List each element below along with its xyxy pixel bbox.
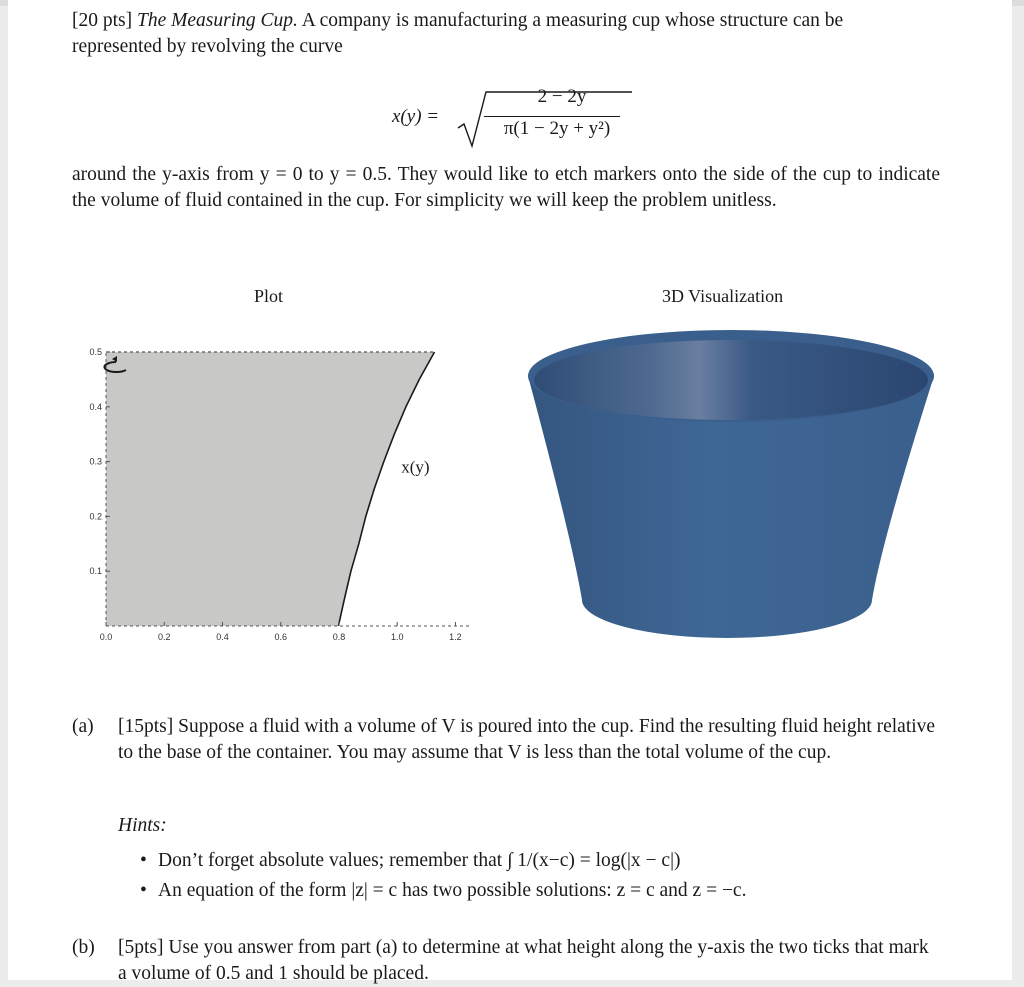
x-tick-label: 0.0 bbox=[99, 632, 113, 642]
hint-item bbox=[140, 876, 920, 906]
cup-opening bbox=[534, 340, 928, 420]
y-tick-label: 0.1 bbox=[89, 566, 102, 577]
x-tick-label: 1.2 bbox=[449, 632, 462, 642]
curve-equation bbox=[392, 86, 632, 150]
y-tick-label: 0.3 bbox=[89, 456, 102, 467]
x-tick-label: 0.2 bbox=[157, 632, 171, 642]
hints-list bbox=[140, 846, 920, 906]
part-a-label: (a) bbox=[72, 716, 94, 737]
hint-1-text: Don’t forget absolute values; remember that ∫ 1/(x−c) = log(|x − c|) bbox=[158, 850, 681, 871]
y-tick-label: 0.4 bbox=[89, 401, 102, 412]
hint-item bbox=[140, 846, 920, 876]
y-tick-label: 0.2 bbox=[89, 511, 102, 522]
equation-denominator: π(1 − 2y + y²) bbox=[503, 118, 611, 139]
fraction-bar bbox=[484, 116, 620, 117]
hints-heading: Hints: bbox=[118, 815, 167, 836]
problem-title: The Measuring Cup. bbox=[137, 10, 298, 31]
part-b-label: (b) bbox=[72, 937, 95, 958]
x-tick-label: 1.0 bbox=[390, 632, 404, 642]
problem-description: around the y-axis from y = 0 to y = 0.5. They would like to etch markers onto the side of the cup to indicate the volume of fluid contained in the cup. For simplicity we will keep the problem unitless. bbox=[72, 164, 940, 211]
problem-points: [20 pts] bbox=[72, 10, 133, 31]
problem-intro bbox=[72, 8, 932, 60]
bullet-icon: • bbox=[140, 850, 147, 871]
region-fill bbox=[106, 352, 435, 626]
bullet-icon: • bbox=[140, 880, 147, 901]
equation-numerator: 2 − 2y bbox=[537, 86, 587, 107]
equation-lhs: x(y) = bbox=[392, 106, 440, 127]
profile-chart bbox=[70, 330, 490, 650]
part-b-text: [5pts] Use you answer from part (a) to determine at what height along the y-axis the two ticks that mark a volume of 0.5 and 1 should be placed. bbox=[118, 937, 929, 984]
x-tick-label: 0.6 bbox=[274, 632, 287, 642]
x-tick-label: 0.4 bbox=[216, 632, 229, 642]
part-a-text: [15pts] Suppose a fluid with a volume of V is poured into the cup. Find the resulting fluid height relative to the base of the container. You may assume that V is less than the total volume of the cup. bbox=[118, 716, 936, 763]
hint-2-text: An equation of the form |z| = c has two possible solutions: z = c and z = −c. bbox=[158, 880, 747, 901]
y-tick-label: 0.5 bbox=[89, 347, 102, 357]
x-tick-label: 0.8 bbox=[332, 632, 346, 642]
plot-title: Plot bbox=[254, 286, 284, 306]
cup-3d-visualization bbox=[512, 330, 942, 660]
problem-intro-text: A company is manufacturing a measuring cup whose structure can be represented by revolving the curve bbox=[72, 10, 844, 57]
viz-title: 3D Visualization bbox=[662, 286, 784, 306]
curve-label: x(y) bbox=[401, 457, 430, 477]
